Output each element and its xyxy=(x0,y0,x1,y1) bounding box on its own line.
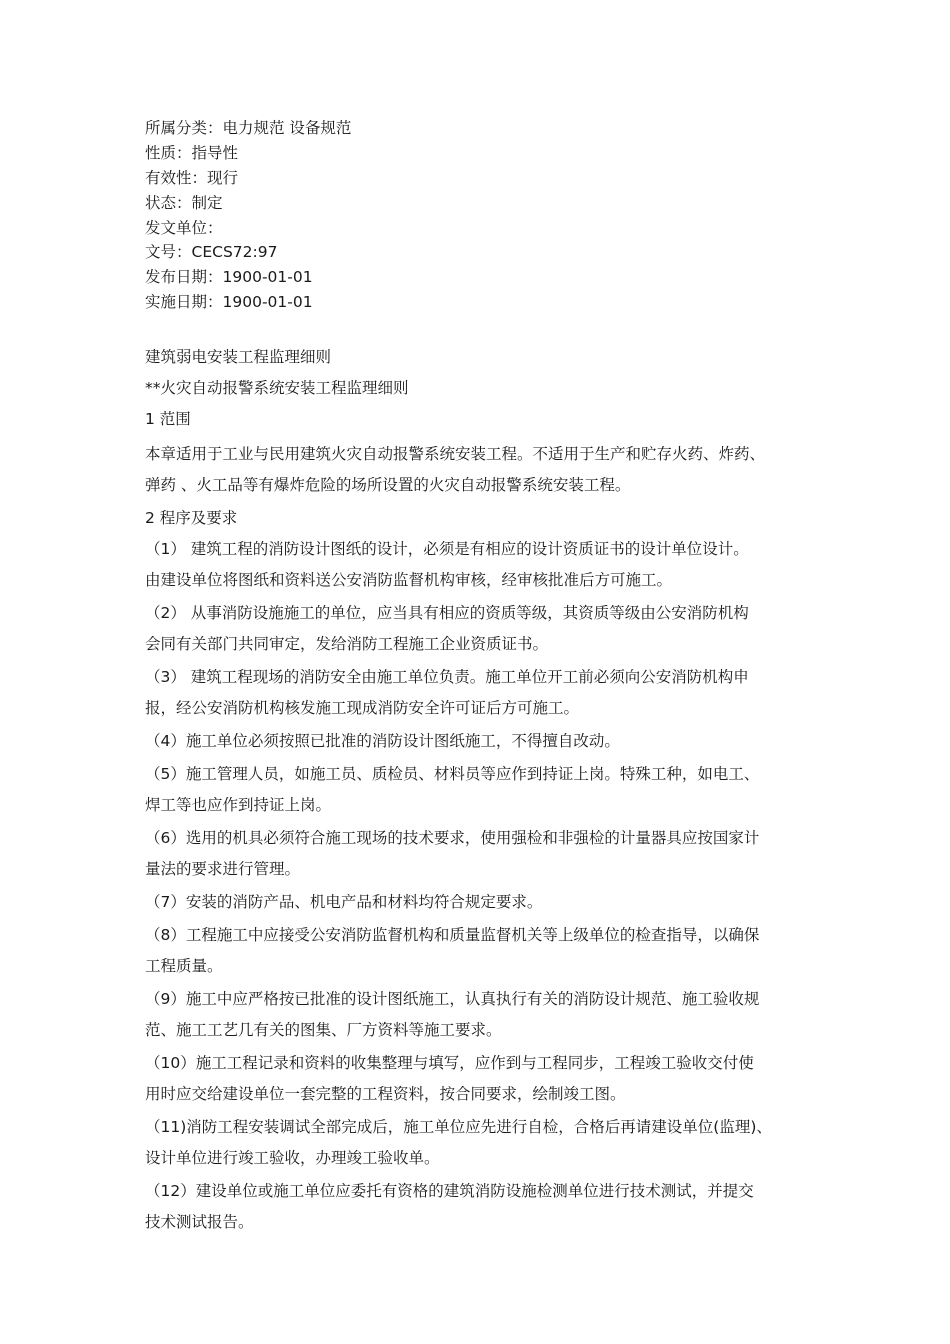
paragraph-line: 设计单位进行竣工验收，办理竣工验收单。 xyxy=(145,1149,440,1167)
meta-category: 所属分类：电力规范 设备规范 xyxy=(145,119,352,137)
paragraph-line: （10）施工工程记录和资料的收集整理与填写，应作到与工程同步，工程竣工验收交付使 xyxy=(145,1054,754,1072)
paragraph-line: 量法的要求进行管理。 xyxy=(145,860,301,878)
scope-paragraph xyxy=(145,439,810,501)
meta-nature: 性质：指导性 xyxy=(145,143,239,162)
document-metadata xyxy=(145,116,825,315)
paragraph-line: 报，经公安消防机构核发施工现成消防安全许可证后方可施工。 xyxy=(145,699,580,717)
meta-effective-date: 实施日期：1900-01-01 xyxy=(145,293,313,312)
paragraph-line: 本章适用于工业与民用建筑火灾自动报警系统安装工程。不适用于生产和贮存火药、炸药、 xyxy=(145,445,766,463)
paragraph-line: 工程质量。 xyxy=(145,957,223,975)
paragraph-line: 用时应交给建设单位一套完整的工程资料，按合同要求，绘制竣工图。 xyxy=(145,1085,626,1103)
paragraph-line: （2） 从事消防设施施工的单位，应当具有相应的资质等级，其资质等级由公安消防机构 xyxy=(145,604,749,622)
list-item xyxy=(145,598,810,660)
paragraph-line: （6）选用的机具必须符合施工现场的技术要求，使用强检和非强检的计量器具应按国家计 xyxy=(145,829,760,847)
paragraph-line: 技术测试报告。 xyxy=(145,1213,254,1231)
paragraph-line: （4）施工单位必须按照已批准的消防设计图纸施工，不得擅自改动。 xyxy=(145,732,620,750)
document-title: 建筑弱电安装工程监理细则 xyxy=(145,348,332,366)
paragraph-line: 范、施工工艺几有关的图集、厂方资料等施工要求。 xyxy=(145,1021,502,1039)
meta-issuer: 发文单位： xyxy=(145,218,223,237)
paragraph-line: 弹药 、火工品等有爆炸危险的场所设置的火灾自动报警系统安装工程。 xyxy=(145,476,631,494)
list-item xyxy=(145,1176,810,1238)
paragraph-line: （11)消防工程安装调试全部完成后，施工单位应先进行自检，合格后再请建设单位(监理)、 xyxy=(145,1118,772,1136)
paragraph-line: （7）安装的消防产品、机电产品和材料均符合规定要求。 xyxy=(145,893,543,911)
paragraph-line: （8）工程施工中应接受公安消防监督机构和质量监督机关等上级单位的检查指导，以确保 xyxy=(145,926,760,944)
list-item xyxy=(145,920,810,982)
paragraph-line: 会同有关部门共同审定，发给消防工程施工企业资质证书。 xyxy=(145,635,549,653)
list-item xyxy=(145,726,810,757)
list-item xyxy=(145,1048,810,1110)
document-subtitle: **火灾自动报警系统安装工程监理细则 xyxy=(145,379,409,397)
section-heading-procedure: 2 程序及要求 xyxy=(145,509,238,527)
list-item xyxy=(145,759,810,821)
list-item xyxy=(145,534,810,596)
paragraph-line: 焊工等也应作到持证上岗。 xyxy=(145,796,332,814)
section-heading-scope: 1 范围 xyxy=(145,410,191,428)
paragraph-line: 由建设单位将图纸和资料送公安消防监督机构审核，经审核批准后方可施工。 xyxy=(145,571,673,589)
list-item xyxy=(145,823,810,885)
paragraph-line: （5）施工管理人员，如施工员、质检员、材料员等应作到持证上岗。特殊工种，如电工、 xyxy=(145,765,760,783)
paragraph-line: （3） 建筑工程现场的消防安全由施工单位负责。施工单位开工前必须向公安消防机构申 xyxy=(145,668,749,686)
meta-status: 状态：制定 xyxy=(145,193,223,212)
paragraph-line: （1） 建筑工程的消防设计图纸的设计，必须是有相应的设计资质证书的设计单位设计。 xyxy=(145,540,749,558)
meta-validity: 有效性：现行 xyxy=(145,168,239,187)
document-body xyxy=(145,346,810,1240)
meta-publish-date: 发布日期：1900-01-01 xyxy=(145,268,313,287)
list-item xyxy=(145,887,810,918)
paragraph-line: （9）施工中应严格按已批准的设计图纸施工，认真执行有关的消防设计规范、施工验收规 xyxy=(145,990,760,1008)
list-item xyxy=(145,662,810,724)
paragraph-line: （12）建设单位或施工单位应委托有资格的建筑消防设施检测单位进行技术测试，并提交 xyxy=(145,1182,754,1200)
meta-doc-number: 文号：CECS72:97 xyxy=(145,243,278,262)
list-item xyxy=(145,984,810,1046)
list-item xyxy=(145,1112,810,1174)
